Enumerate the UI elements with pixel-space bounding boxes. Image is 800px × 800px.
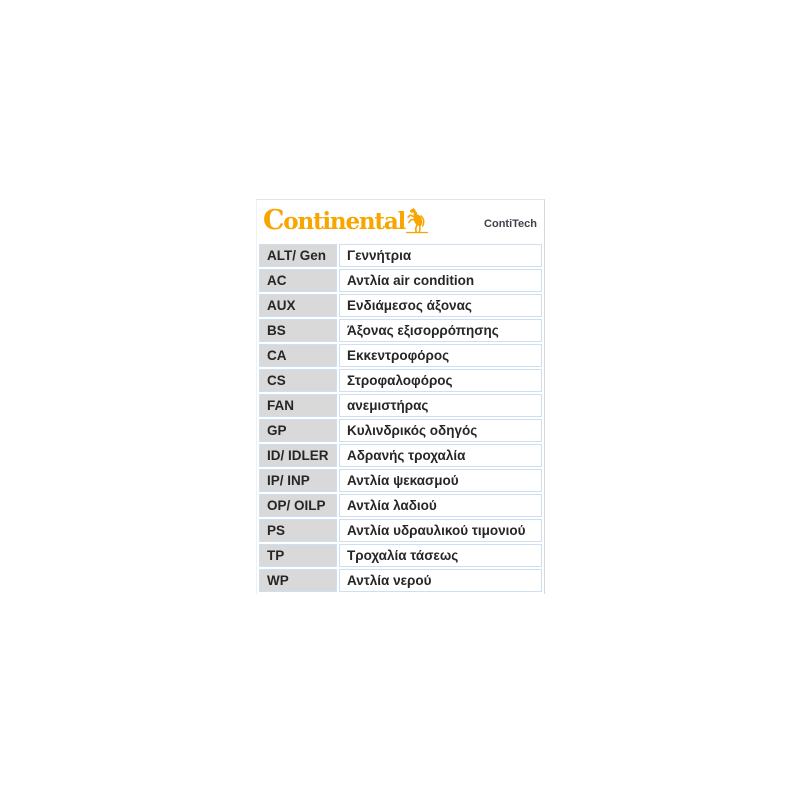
table-row: [259, 494, 542, 517]
code-cell: OP/ OILP: [259, 494, 337, 517]
label-cell: Στροφαλοφόρος: [339, 369, 542, 392]
code-cell: ALT/ Gen: [259, 244, 337, 267]
continental-wordmark: Continental: [263, 205, 406, 236]
table-row: [259, 244, 542, 267]
label-cell: Τροχαλία τάσεως: [339, 544, 542, 567]
label-cell: Ενδιάμεσος άξονας: [339, 294, 542, 317]
code-cell: AC: [259, 269, 337, 292]
legend-card: [256, 199, 545, 594]
code-cell: AUX: [259, 294, 337, 317]
label-cell: Κυλινδρικός οδηγός: [339, 419, 542, 442]
table-row: [259, 294, 542, 317]
label-cell: Αντλία νερού: [339, 569, 542, 592]
code-cell: ID/ IDLER: [259, 444, 337, 467]
table-row: [259, 369, 542, 392]
code-cell: IP/ INP: [259, 469, 337, 492]
label-cell: Αντλία ψεκασμού: [339, 469, 542, 492]
code-cell: FAN: [259, 394, 337, 417]
label-cell: Αντλία υδραυλικού τιμονιού: [339, 519, 542, 542]
contitech-wordmark: ContiTech: [484, 218, 537, 230]
label-cell: Αντλία λαδιού: [339, 494, 542, 517]
legend-table: [257, 242, 544, 594]
label-cell: Εκκεντροφόρος: [339, 344, 542, 367]
table-row: [259, 469, 542, 492]
code-cell: PS: [259, 519, 337, 542]
table-row: [259, 544, 542, 567]
brand-header: [257, 200, 544, 242]
code-cell: CS: [259, 369, 337, 392]
table-row: [259, 344, 542, 367]
table-row: [259, 394, 542, 417]
rearing-horse-icon: [406, 207, 428, 234]
table-row: [259, 319, 542, 342]
code-cell: CA: [259, 344, 337, 367]
table-row: [259, 269, 542, 292]
label-cell: Άξονας εξισορρόπησης: [339, 319, 542, 342]
table-row: [259, 419, 542, 442]
label-cell: Αντλία air condition: [339, 269, 542, 292]
label-cell: Γεννήτρια: [339, 244, 542, 267]
code-cell: WP: [259, 569, 337, 592]
label-cell: ανεμιστήρας: [339, 394, 542, 417]
table-row: [259, 444, 542, 467]
table-row: [259, 519, 542, 542]
table-row: [259, 569, 542, 592]
label-cell: Αδρανής τροχαλία: [339, 444, 542, 467]
code-cell: BS: [259, 319, 337, 342]
continental-logo: [263, 207, 428, 235]
code-cell: TP: [259, 544, 337, 567]
code-cell: GP: [259, 419, 337, 442]
